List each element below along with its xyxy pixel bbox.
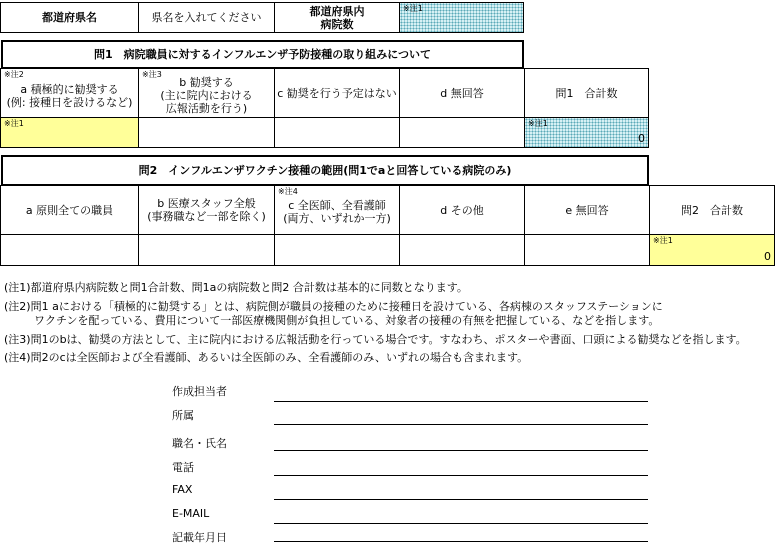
note-marker: ※注1: [403, 4, 423, 13]
title-name-label: 職名・氏名: [172, 437, 227, 450]
q2-total-header: 問2 合計数: [649, 185, 775, 235]
fax-label: FAX: [172, 483, 193, 496]
q1-c-input[interactable]: [274, 117, 400, 148]
date-line[interactable]: [274, 541, 648, 542]
q2-total-value: ※注1 0: [649, 234, 775, 266]
phone-line[interactable]: [274, 475, 648, 476]
q2-d-input[interactable]: [399, 234, 525, 266]
q1-col-b-header: ※注3 b 勧奨する (主に院内における 広報活動を行う): [138, 68, 275, 118]
affiliation-label: 所属: [172, 409, 194, 422]
hospital-count-input[interactable]: [399, 2, 524, 33]
note-2-line1: (注2)問1 aにおける「積極的に勧奨する」とは、病院側が職員の接種のために接種日を設けている、各病棟のスタッフステーションに: [4, 300, 663, 313]
email-line[interactable]: [274, 523, 648, 524]
affiliation-line[interactable]: [274, 424, 648, 425]
q1-total-value: ※注1 0: [524, 117, 649, 148]
q2-a-input[interactable]: [0, 234, 139, 266]
title-name-line[interactable]: [274, 450, 648, 451]
q2-col-c-header: ※注4 c 全医師、全看護師 (両方、いずれか一方): [274, 185, 400, 235]
q2-e-input[interactable]: [524, 234, 650, 266]
q1-col-c-header: c 勧奨を行う予定はない: [274, 68, 400, 118]
q2-col-d-header: d その他: [399, 185, 525, 235]
prefecture-input[interactable]: 県名を入れてください: [138, 2, 275, 33]
q2-col-b-header: b 医療スタッフ全般 (事務職など一部を除く): [138, 185, 275, 235]
q2-col-a-header: a 原則全ての職員: [0, 185, 139, 235]
q1-b-input[interactable]: [138, 117, 275, 148]
hospital-count-label: 都道府県内 病院数: [274, 2, 400, 33]
date-label: 記載年月日: [172, 531, 227, 544]
phone-label: 電話: [172, 461, 194, 474]
q1-a-input[interactable]: ※注1: [0, 117, 139, 148]
q1-total-header: 問1 合計数: [524, 68, 649, 118]
q2-title: 問2 インフルエンザワクチン接種の範囲(問1でaと回答している病院のみ): [1, 155, 649, 186]
creator-line[interactable]: [274, 401, 648, 402]
q1-col-d-header: d 無回答: [399, 68, 525, 118]
creator-label: 作成担当者: [172, 385, 227, 398]
q2-c-input[interactable]: [274, 234, 400, 266]
note-4: (注4)問2のcは全医師および全看護師、あるいは全医師のみ、全看護師のみ、いずれの場合も含まれます。: [4, 351, 529, 364]
q1-col-a-header: ※注2 a 積極的に勧奨する (例: 接種日を設けるなど): [0, 68, 139, 118]
q1-title: 問1 病院職員に対するインフルエンザ予防接種の取り組みについて: [1, 40, 524, 69]
note-3: (注3)問1のbは、勧奨の方法として、主に院内における広報活動を行っている場合です。すなわち、ポスターや書面、口頭による勧奨などを指します。: [4, 333, 747, 346]
prefecture-label: 都道府県名: [0, 2, 139, 33]
q2-b-input[interactable]: [138, 234, 275, 266]
q1-d-input[interactable]: [399, 117, 525, 148]
email-label: E-MAIL: [172, 507, 210, 520]
q2-col-e-header: e 無回答: [524, 185, 650, 235]
fax-line[interactable]: [274, 499, 648, 500]
note-1: (注1)都道府県内病院数と問1合計数、問1aの病院数と問2 合計数は基本的に同数となります。: [4, 281, 468, 294]
note-2-line2: ワクチンを配っている、費用について一部医療機関側が負担している、対象者の接種の有無を把握している、などを指します。: [34, 314, 660, 327]
